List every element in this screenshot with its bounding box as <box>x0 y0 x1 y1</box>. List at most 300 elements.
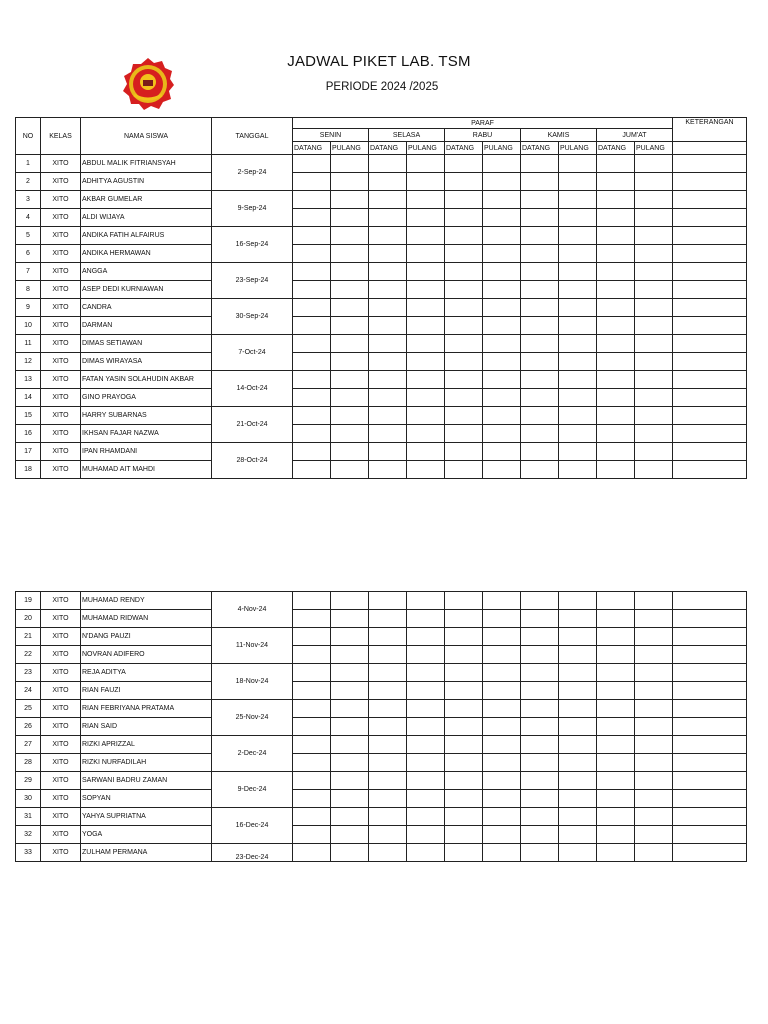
paraf-cell[interactable] <box>293 425 331 443</box>
paraf-cell[interactable] <box>293 443 331 461</box>
paraf-cell[interactable] <box>331 281 369 299</box>
keterangan-cell[interactable] <box>673 335 747 353</box>
paraf-cell[interactable] <box>597 317 635 335</box>
paraf-cell[interactable] <box>597 281 635 299</box>
paraf-cell[interactable] <box>331 425 369 443</box>
paraf-cell[interactable] <box>597 664 635 682</box>
paraf-cell[interactable] <box>331 610 369 628</box>
paraf-cell[interactable] <box>483 826 521 844</box>
paraf-cell[interactable] <box>331 646 369 664</box>
paraf-cell[interactable] <box>597 425 635 443</box>
paraf-cell[interactable] <box>331 209 369 227</box>
paraf-cell[interactable] <box>445 443 483 461</box>
keterangan-cell[interactable] <box>673 317 747 335</box>
paraf-cell[interactable] <box>369 443 407 461</box>
paraf-cell[interactable] <box>597 461 635 479</box>
paraf-cell[interactable] <box>445 754 483 772</box>
paraf-cell[interactable] <box>407 754 445 772</box>
paraf-cell[interactable] <box>559 263 597 281</box>
paraf-cell[interactable] <box>293 754 331 772</box>
paraf-cell[interactable] <box>331 461 369 479</box>
paraf-cell[interactable] <box>483 227 521 245</box>
paraf-cell[interactable] <box>331 592 369 610</box>
paraf-cell[interactable] <box>293 592 331 610</box>
paraf-cell[interactable] <box>597 245 635 263</box>
paraf-cell[interactable] <box>559 844 597 862</box>
paraf-cell[interactable] <box>559 425 597 443</box>
keterangan-cell[interactable] <box>673 844 747 862</box>
paraf-cell[interactable] <box>369 281 407 299</box>
paraf-cell[interactable] <box>331 790 369 808</box>
keterangan-cell[interactable] <box>673 700 747 718</box>
paraf-cell[interactable] <box>445 790 483 808</box>
paraf-cell[interactable] <box>445 173 483 191</box>
paraf-cell[interactable] <box>293 299 331 317</box>
paraf-cell[interactable] <box>407 808 445 826</box>
paraf-cell[interactable] <box>407 263 445 281</box>
paraf-cell[interactable] <box>369 682 407 700</box>
paraf-cell[interactable] <box>597 155 635 173</box>
paraf-cell[interactable] <box>407 281 445 299</box>
paraf-cell[interactable] <box>521 790 559 808</box>
paraf-cell[interactable] <box>521 772 559 790</box>
paraf-cell[interactable] <box>293 682 331 700</box>
paraf-cell[interactable] <box>597 299 635 317</box>
paraf-cell[interactable] <box>483 317 521 335</box>
paraf-cell[interactable] <box>331 628 369 646</box>
paraf-cell[interactable] <box>635 389 673 407</box>
paraf-cell[interactable] <box>331 808 369 826</box>
paraf-cell[interactable] <box>483 425 521 443</box>
paraf-cell[interactable] <box>331 443 369 461</box>
paraf-cell[interactable] <box>635 700 673 718</box>
paraf-cell[interactable] <box>369 826 407 844</box>
paraf-cell[interactable] <box>521 371 559 389</box>
paraf-cell[interactable] <box>483 245 521 263</box>
paraf-cell[interactable] <box>597 790 635 808</box>
paraf-cell[interactable] <box>331 682 369 700</box>
paraf-cell[interactable] <box>635 209 673 227</box>
keterangan-cell[interactable] <box>673 592 747 610</box>
keterangan-cell[interactable] <box>673 610 747 628</box>
keterangan-cell[interactable] <box>673 808 747 826</box>
paraf-cell[interactable] <box>407 592 445 610</box>
paraf-cell[interactable] <box>521 664 559 682</box>
paraf-cell[interactable] <box>635 407 673 425</box>
paraf-cell[interactable] <box>483 389 521 407</box>
paraf-cell[interactable] <box>293 718 331 736</box>
paraf-cell[interactable] <box>293 826 331 844</box>
paraf-cell[interactable] <box>331 826 369 844</box>
paraf-cell[interactable] <box>521 736 559 754</box>
keterangan-cell[interactable] <box>673 682 747 700</box>
paraf-cell[interactable] <box>597 592 635 610</box>
keterangan-cell[interactable] <box>673 173 747 191</box>
paraf-cell[interactable] <box>559 808 597 826</box>
paraf-cell[interactable] <box>293 245 331 263</box>
paraf-cell[interactable] <box>331 389 369 407</box>
paraf-cell[interactable] <box>331 736 369 754</box>
paraf-cell[interactable] <box>331 299 369 317</box>
paraf-cell[interactable] <box>331 317 369 335</box>
paraf-cell[interactable] <box>445 664 483 682</box>
paraf-cell[interactable] <box>407 191 445 209</box>
paraf-cell[interactable] <box>407 407 445 425</box>
paraf-cell[interactable] <box>559 335 597 353</box>
paraf-cell[interactable] <box>483 736 521 754</box>
paraf-cell[interactable] <box>445 700 483 718</box>
paraf-cell[interactable] <box>445 772 483 790</box>
keterangan-cell[interactable] <box>673 353 747 371</box>
paraf-cell[interactable] <box>521 610 559 628</box>
paraf-cell[interactable] <box>559 790 597 808</box>
paraf-cell[interactable] <box>407 173 445 191</box>
paraf-cell[interactable] <box>635 844 673 862</box>
paraf-cell[interactable] <box>521 754 559 772</box>
paraf-cell[interactable] <box>407 443 445 461</box>
paraf-cell[interactable] <box>407 790 445 808</box>
paraf-cell[interactable] <box>407 335 445 353</box>
paraf-cell[interactable] <box>331 407 369 425</box>
paraf-cell[interactable] <box>483 209 521 227</box>
paraf-cell[interactable] <box>483 682 521 700</box>
paraf-cell[interactable] <box>521 700 559 718</box>
paraf-cell[interactable] <box>483 772 521 790</box>
paraf-cell[interactable] <box>445 371 483 389</box>
paraf-cell[interactable] <box>369 628 407 646</box>
paraf-cell[interactable] <box>407 227 445 245</box>
paraf-cell[interactable] <box>559 610 597 628</box>
paraf-cell[interactable] <box>331 844 369 862</box>
paraf-cell[interactable] <box>521 389 559 407</box>
paraf-cell[interactable] <box>597 191 635 209</box>
paraf-cell[interactable] <box>407 425 445 443</box>
paraf-cell[interactable] <box>293 353 331 371</box>
paraf-cell[interactable] <box>445 628 483 646</box>
paraf-cell[interactable] <box>445 844 483 862</box>
paraf-cell[interactable] <box>483 844 521 862</box>
paraf-cell[interactable] <box>521 227 559 245</box>
paraf-cell[interactable] <box>369 407 407 425</box>
paraf-cell[interactable] <box>369 425 407 443</box>
paraf-cell[interactable] <box>635 317 673 335</box>
paraf-cell[interactable] <box>635 610 673 628</box>
paraf-cell[interactable] <box>445 646 483 664</box>
paraf-cell[interactable] <box>635 299 673 317</box>
keterangan-cell[interactable] <box>673 389 747 407</box>
paraf-cell[interactable] <box>445 592 483 610</box>
paraf-cell[interactable] <box>521 718 559 736</box>
paraf-cell[interactable] <box>635 592 673 610</box>
paraf-cell[interactable] <box>483 808 521 826</box>
paraf-cell[interactable] <box>559 700 597 718</box>
paraf-cell[interactable] <box>369 461 407 479</box>
paraf-cell[interactable] <box>597 443 635 461</box>
paraf-cell[interactable] <box>559 461 597 479</box>
paraf-cell[interactable] <box>559 592 597 610</box>
keterangan-cell[interactable] <box>673 191 747 209</box>
paraf-cell[interactable] <box>635 736 673 754</box>
paraf-cell[interactable] <box>293 371 331 389</box>
paraf-cell[interactable] <box>559 209 597 227</box>
paraf-cell[interactable] <box>407 844 445 862</box>
paraf-cell[interactable] <box>559 754 597 772</box>
paraf-cell[interactable] <box>331 227 369 245</box>
paraf-cell[interactable] <box>597 646 635 664</box>
paraf-cell[interactable] <box>445 425 483 443</box>
paraf-cell[interactable] <box>483 353 521 371</box>
paraf-cell[interactable] <box>635 826 673 844</box>
paraf-cell[interactable] <box>407 682 445 700</box>
paraf-cell[interactable] <box>293 407 331 425</box>
paraf-cell[interactable] <box>369 299 407 317</box>
paraf-cell[interactable] <box>445 263 483 281</box>
paraf-cell[interactable] <box>521 844 559 862</box>
paraf-cell[interactable] <box>407 772 445 790</box>
paraf-cell[interactable] <box>521 191 559 209</box>
paraf-cell[interactable] <box>521 155 559 173</box>
paraf-cell[interactable] <box>445 299 483 317</box>
paraf-cell[interactable] <box>445 682 483 700</box>
paraf-cell[interactable] <box>521 425 559 443</box>
paraf-cell[interactable] <box>331 772 369 790</box>
paraf-cell[interactable] <box>559 772 597 790</box>
paraf-cell[interactable] <box>597 736 635 754</box>
paraf-cell[interactable] <box>369 718 407 736</box>
paraf-cell[interactable] <box>521 646 559 664</box>
paraf-cell[interactable] <box>293 772 331 790</box>
paraf-cell[interactable] <box>597 682 635 700</box>
keterangan-cell[interactable] <box>673 628 747 646</box>
paraf-cell[interactable] <box>483 407 521 425</box>
paraf-cell[interactable] <box>407 461 445 479</box>
paraf-cell[interactable] <box>597 808 635 826</box>
paraf-cell[interactable] <box>635 281 673 299</box>
paraf-cell[interactable] <box>369 664 407 682</box>
paraf-cell[interactable] <box>483 443 521 461</box>
paraf-cell[interactable] <box>293 844 331 862</box>
paraf-cell[interactable] <box>407 826 445 844</box>
paraf-cell[interactable] <box>559 281 597 299</box>
paraf-cell[interactable] <box>597 209 635 227</box>
paraf-cell[interactable] <box>407 317 445 335</box>
keterangan-cell[interactable] <box>673 461 747 479</box>
paraf-cell[interactable] <box>559 317 597 335</box>
paraf-cell[interactable] <box>445 191 483 209</box>
paraf-cell[interactable] <box>483 335 521 353</box>
paraf-cell[interactable] <box>597 718 635 736</box>
paraf-cell[interactable] <box>635 353 673 371</box>
paraf-cell[interactable] <box>483 790 521 808</box>
paraf-cell[interactable] <box>445 461 483 479</box>
paraf-cell[interactable] <box>293 335 331 353</box>
paraf-cell[interactable] <box>407 299 445 317</box>
paraf-cell[interactable] <box>293 191 331 209</box>
paraf-cell[interactable] <box>635 808 673 826</box>
paraf-cell[interactable] <box>445 826 483 844</box>
paraf-cell[interactable] <box>293 646 331 664</box>
paraf-cell[interactable] <box>635 263 673 281</box>
paraf-cell[interactable] <box>559 155 597 173</box>
paraf-cell[interactable] <box>331 700 369 718</box>
paraf-cell[interactable] <box>293 173 331 191</box>
keterangan-cell[interactable] <box>673 155 747 173</box>
paraf-cell[interactable] <box>521 592 559 610</box>
paraf-cell[interactable] <box>559 389 597 407</box>
paraf-cell[interactable] <box>521 209 559 227</box>
paraf-cell[interactable] <box>369 808 407 826</box>
paraf-cell[interactable] <box>597 772 635 790</box>
paraf-cell[interactable] <box>445 227 483 245</box>
paraf-cell[interactable] <box>293 808 331 826</box>
paraf-cell[interactable] <box>331 173 369 191</box>
paraf-cell[interactable] <box>597 844 635 862</box>
paraf-cell[interactable] <box>445 209 483 227</box>
paraf-cell[interactable] <box>407 718 445 736</box>
paraf-cell[interactable] <box>369 610 407 628</box>
paraf-cell[interactable] <box>369 317 407 335</box>
paraf-cell[interactable] <box>635 772 673 790</box>
paraf-cell[interactable] <box>407 371 445 389</box>
keterangan-cell[interactable] <box>673 772 747 790</box>
paraf-cell[interactable] <box>559 407 597 425</box>
paraf-cell[interactable] <box>483 173 521 191</box>
paraf-cell[interactable] <box>369 790 407 808</box>
paraf-cell[interactable] <box>407 646 445 664</box>
paraf-cell[interactable] <box>369 389 407 407</box>
paraf-cell[interactable] <box>293 736 331 754</box>
paraf-cell[interactable] <box>635 443 673 461</box>
paraf-cell[interactable] <box>521 628 559 646</box>
paraf-cell[interactable] <box>407 353 445 371</box>
paraf-cell[interactable] <box>293 461 331 479</box>
paraf-cell[interactable] <box>635 664 673 682</box>
keterangan-cell[interactable] <box>673 299 747 317</box>
paraf-cell[interactable] <box>559 736 597 754</box>
paraf-cell[interactable] <box>483 191 521 209</box>
paraf-cell[interactable] <box>369 209 407 227</box>
paraf-cell[interactable] <box>331 754 369 772</box>
paraf-cell[interactable] <box>369 353 407 371</box>
paraf-cell[interactable] <box>483 371 521 389</box>
paraf-cell[interactable] <box>369 335 407 353</box>
paraf-cell[interactable] <box>597 628 635 646</box>
paraf-cell[interactable] <box>331 191 369 209</box>
paraf-cell[interactable] <box>331 371 369 389</box>
paraf-cell[interactable] <box>293 790 331 808</box>
paraf-cell[interactable] <box>407 389 445 407</box>
paraf-cell[interactable] <box>483 281 521 299</box>
paraf-cell[interactable] <box>293 227 331 245</box>
paraf-cell[interactable] <box>293 700 331 718</box>
keterangan-cell[interactable] <box>673 736 747 754</box>
paraf-cell[interactable] <box>521 407 559 425</box>
paraf-cell[interactable] <box>635 718 673 736</box>
paraf-cell[interactable] <box>597 389 635 407</box>
paraf-cell[interactable] <box>597 227 635 245</box>
keterangan-cell[interactable] <box>673 263 747 281</box>
paraf-cell[interactable] <box>331 335 369 353</box>
paraf-cell[interactable] <box>445 407 483 425</box>
paraf-cell[interactable] <box>407 628 445 646</box>
paraf-cell[interactable] <box>521 808 559 826</box>
paraf-cell[interactable] <box>369 736 407 754</box>
paraf-cell[interactable] <box>559 227 597 245</box>
paraf-cell[interactable] <box>521 443 559 461</box>
paraf-cell[interactable] <box>597 407 635 425</box>
paraf-cell[interactable] <box>369 772 407 790</box>
paraf-cell[interactable] <box>635 335 673 353</box>
paraf-cell[interactable] <box>331 155 369 173</box>
paraf-cell[interactable] <box>521 173 559 191</box>
paraf-cell[interactable] <box>635 245 673 263</box>
paraf-cell[interactable] <box>293 610 331 628</box>
paraf-cell[interactable] <box>483 700 521 718</box>
paraf-cell[interactable] <box>559 826 597 844</box>
paraf-cell[interactable] <box>445 736 483 754</box>
paraf-cell[interactable] <box>331 718 369 736</box>
paraf-cell[interactable] <box>407 610 445 628</box>
paraf-cell[interactable] <box>369 646 407 664</box>
paraf-cell[interactable] <box>483 299 521 317</box>
paraf-cell[interactable] <box>635 790 673 808</box>
keterangan-cell[interactable] <box>673 443 747 461</box>
paraf-cell[interactable] <box>369 754 407 772</box>
paraf-cell[interactable] <box>559 173 597 191</box>
paraf-cell[interactable] <box>635 173 673 191</box>
paraf-cell[interactable] <box>293 664 331 682</box>
paraf-cell[interactable] <box>331 664 369 682</box>
paraf-cell[interactable] <box>635 191 673 209</box>
paraf-cell[interactable] <box>521 353 559 371</box>
paraf-cell[interactable] <box>331 245 369 263</box>
paraf-cell[interactable] <box>597 173 635 191</box>
paraf-cell[interactable] <box>293 281 331 299</box>
paraf-cell[interactable] <box>521 317 559 335</box>
keterangan-cell[interactable] <box>673 281 747 299</box>
paraf-cell[interactable] <box>483 628 521 646</box>
paraf-cell[interactable] <box>635 646 673 664</box>
paraf-cell[interactable] <box>445 610 483 628</box>
paraf-cell[interactable] <box>597 371 635 389</box>
paraf-cell[interactable] <box>635 155 673 173</box>
paraf-cell[interactable] <box>521 281 559 299</box>
paraf-cell[interactable] <box>559 628 597 646</box>
keterangan-cell[interactable] <box>673 718 747 736</box>
paraf-cell[interactable] <box>445 808 483 826</box>
paraf-cell[interactable] <box>597 610 635 628</box>
paraf-cell[interactable] <box>597 353 635 371</box>
paraf-cell[interactable] <box>635 371 673 389</box>
paraf-cell[interactable] <box>483 754 521 772</box>
paraf-cell[interactable] <box>445 281 483 299</box>
paraf-cell[interactable] <box>369 263 407 281</box>
keterangan-cell[interactable] <box>673 646 747 664</box>
keterangan-cell[interactable] <box>673 790 747 808</box>
paraf-cell[interactable] <box>483 155 521 173</box>
paraf-cell[interactable] <box>483 592 521 610</box>
paraf-cell[interactable] <box>559 646 597 664</box>
paraf-cell[interactable] <box>369 155 407 173</box>
paraf-cell[interactable] <box>635 628 673 646</box>
keterangan-cell[interactable] <box>673 664 747 682</box>
keterangan-cell[interactable] <box>673 227 747 245</box>
paraf-cell[interactable] <box>597 263 635 281</box>
paraf-cell[interactable] <box>597 700 635 718</box>
paraf-cell[interactable] <box>331 263 369 281</box>
paraf-cell[interactable] <box>407 245 445 263</box>
paraf-cell[interactable] <box>635 754 673 772</box>
